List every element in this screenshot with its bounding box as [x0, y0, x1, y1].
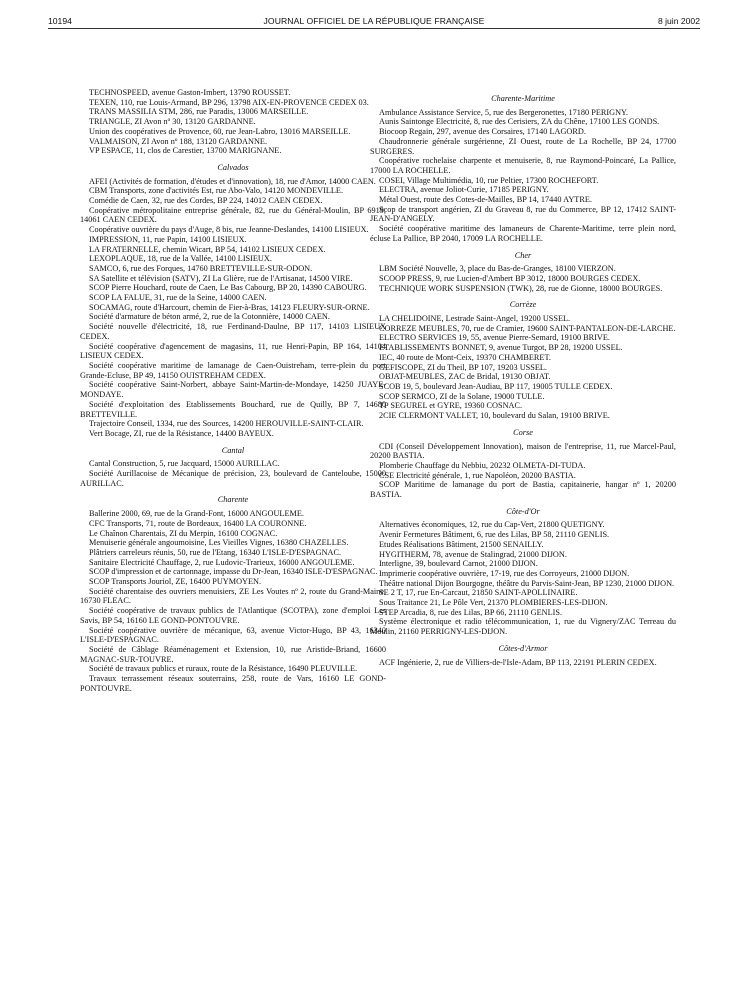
page-header — [48, 14, 700, 29]
list-item: Théâtre national Dijon Bourgogne, théâtre du Parvis-Saint-Jean, BP 1230, 21000 DIJON. — [379, 578, 675, 588]
issue-date: 8 juin 2002 — [657, 16, 700, 26]
list-item: Société nouvelle d'électricité, 18, rue Ferdinand-Daulne, BP 117, 14103 LISIEUX CEDEX. — [80, 322, 386, 341]
section-correze — [370, 314, 676, 421]
list-item: ETABLISSEMENTS BONNET, 9, avenue Turgot, BP 28, 19200 USSEL. — [379, 343, 623, 353]
list-item: SAMCO, 6, rue des Forques, 14760 BRETTEVILLE-SUR-ODON. — [89, 263, 313, 273]
left-column — [80, 88, 386, 693]
list-item: Plâtriers carreleurs réunis, 50, rue de l'Etang, 16340 L'ISLE-D'ESPAGNAC. — [89, 547, 342, 557]
list-item: Travaux terrassement réseaux souterrains, 258, route de Vars, 16160 LE GOND-PONTOUVRE. — [80, 674, 386, 693]
section-title-charente-maritime: Charente-Maritime — [491, 94, 555, 103]
list-item: Biocoop Regain, 297, avenue des Corsaires, 17140 LAGORD. — [379, 127, 586, 137]
section-bouches-du-rhone-tail — [80, 88, 386, 156]
list-item: SA Satellite et télévision (SATV), ZI La Glière, rue de l'Artisanat, 14500 VIRE. — [89, 273, 353, 283]
list-item: VALMAISON, ZI Avon nº 188, 13120 GARDANNE. — [89, 136, 268, 146]
list-item: Avenir Fermetures Bâtiment, 6, rue des Lilas, BP 58, 21110 GENLIS. — [379, 530, 610, 540]
list-item: GEFISCOPE, ZI du Theil, BP 107, 19203 USSEL. — [379, 362, 547, 372]
list-item: SCOP LA FALUE, 31, rue de la Seine, 14000 CAEN. — [89, 293, 267, 303]
list-item: Société coopérative ouvrière de mécanique, 63, avenue Victor-Hugo, BP 43, 16340 L'ISLE-D'ESPAGNAC. — [80, 625, 386, 645]
section-cotes-darmor — [370, 658, 676, 668]
list-item: Ambulance Assistance Service, 5, rue des Bergeronettes, 17180 PERIGNY. — [379, 107, 628, 117]
list-item: LA FRATERNELLE, chemin Wicart, BP 54, 14102 LISIEUX CEDEX. — [89, 244, 326, 254]
list-item: IEC, 40 route de Mont-Ceix, 19370 CHAMBERET. — [379, 352, 551, 362]
right-column — [370, 94, 676, 667]
list-item: Société de Câblage Réaménagement et Extension, 10, rue Aristide-Briand, 16600 MAGNAC-SUR-TOUVRE. — [80, 644, 386, 664]
section-calvados — [80, 177, 386, 439]
page-number: 10194 — [48, 16, 72, 26]
list-item: COSEI, Village Multimédia, 10, rue Peltier, 17300 ROCHEFORT. — [379, 175, 599, 185]
section-title-cantal: Cantal — [221, 445, 245, 455]
list-item: Société coopérative maritime de lamanage de Caen-Ouistreham, terre-plein du port Grande-Ecluse, BP 49, 14150 OUISTREHAM CEDEX. — [80, 360, 386, 380]
list-item: Société coopérative Saint-Norbert, abbaye Saint-Martin-de-Mondaye, 14250 JUAYE-MONDAYE. — [80, 380, 386, 400]
section-corse — [370, 442, 676, 500]
list-item: Coopérative rochelaise charpente et menuiserie, 8, rue Raymond-Poincaré, La Pallice, 17000 LA ROCHELLE. — [370, 156, 676, 175]
list-item: Vert Bocage, ZI, rue de la Résistance, 14400 BAYEUX. — [89, 428, 274, 438]
list-item: Société charentaise des ouvriers menuisiers, ZE Les Voutes nº 2, route du Grand-Maine, 16730 FLEAC. — [80, 586, 386, 606]
list-item: SCOP Maritime de lamanage du port de Bastia, capitainerie, hangar nº 1, 20200 BASTIA. — [370, 480, 676, 500]
list-item: IMPRESSION, 11, rue Papin, 14100 LISIEUX. — [89, 234, 247, 244]
list-item: Le Chaînon Charentais, ZI du Merpin, 16100 COGNAC. — [89, 528, 278, 538]
list-item: TRANS MASSILIA STM, 286, rue Paradis, 13006 MARSEILLE. — [89, 107, 309, 117]
list-item: 2CIE CLERMONT VALLET, 10, boulevard du Salan, 19100 BRIVE. — [379, 411, 610, 421]
list-item: VP ESPACE, 11, clos de Carestier, 13700 MARIGNANE. — [89, 146, 282, 156]
list-item: STEP Arcadia, 8, rue des Lilas, BP 66, 21110 GENLIS. — [379, 607, 563, 617]
section-title-cote-dor: Côte-d'Or — [506, 506, 540, 516]
list-item: ELECTRA, avenue Joliot-Curie, 17185 PERIGNY. — [379, 185, 549, 195]
list-item: Société coopérative de travaux publics de l'Atlantique (SCOTPA), zone d'emploi Les Savis, BP 54, 16160 LE GOND-PONTOUVRE. — [80, 606, 386, 625]
section-charente-maritime — [370, 108, 676, 244]
list-item: Société coopérative maritime des lamaneurs de Charente-Maritime, terre plein nord, écluse La Pallice, BP 2040, 17009 LA ROCHELLE. — [370, 224, 676, 243]
list-item: AFEI (Activités de formation, d'études et d'innovation), 18, rue d'Amor, 14000 CAEN. — [89, 176, 376, 186]
section-charente — [80, 509, 386, 693]
list-item: SOCAMAG, route d'Harcourt, chemin de Fier-à-Bras, 14123 FLEURY-SUR-ORNE. — [89, 302, 370, 312]
list-item: SCOB 19, 5, boulevard Jean-Audiau, BP 117, 19005 TULLE CEDEX. — [379, 381, 613, 391]
list-item: CDI (Conseil Développement Innovation), maison de l'entreprise, 11, rue Marcel-Paul, 20200 BASTIA. — [370, 441, 676, 461]
list-item: OBJAT-MEUBLES, ZAC de Bridal, 19130 OBJAT. — [379, 372, 551, 382]
list-item: Société Aurillacoise de Mécanique de précision, 23, boulevard de Canteloube, 15000 AURILLAC. — [80, 469, 386, 488]
section-cote-dor — [370, 520, 676, 636]
list-item: Plomberie Chauffage du Nebbiu, 20232 OLMETA-DI-TUDA. — [379, 460, 586, 470]
list-item: SCOP d'impression et de cartonnage, impasse du Dr-Jean, 16340 ISLE-D'ESPAGNAC. — [89, 567, 378, 577]
list-item: CFC Transports, 71, route de Bordeaux, 16400 LA COURONNE. — [89, 518, 307, 528]
list-item: Société de travaux publics et ruraux, route de la Résistance, 16490 PLEUVILLE. — [89, 664, 358, 674]
list-item: Interligne, 39, boulevard Carnot, 21000 DIJON. — [379, 559, 538, 569]
journal-title: JOURNAL OFFICIEL DE LA RÉPUBLIQUE FRANÇAISE — [263, 16, 485, 26]
list-item: Menuiserie générale angoumoisine, Les Vieilles Vignes, 16380 CHAZELLES. — [89, 538, 349, 548]
list-item: Coopérative métropolitaine entreprise générale, 82, rue du Général-Moulin, BP 6919, 14061 CAEN CEDEX. — [80, 205, 386, 225]
list-item: Comédie de Caen, 32, rue des Cordes, BP 224, 14012 CAEN CEDEX. — [89, 196, 323, 206]
list-item: Alternatives économiques, 12, rue du Cap-Vert, 21800 QUETIGNY. — [379, 520, 605, 530]
list-item: SCOOP PRESS, 9, rue Lucien-d'Ambert BP 3012, 18000 BOURGES CEDEX. — [379, 273, 641, 283]
list-item: Cantal Construction, 5, rue Jacquard, 15000 AURILLAC. — [89, 459, 280, 469]
list-item: Société d'exploitation des Etablissements Bouchard, rue de Quilly, BP 7, 14680 BRETTEVILLE. — [80, 399, 386, 419]
list-item: Sanitaire Electricité Chauffage, 2, rue Ludovic-Trarieux, 16000 ANGOULEME. — [89, 557, 355, 567]
list-item: Trajectoire Conseil, 1334, rue des Sources, 14200 HEROUVILLE-SAINT-CLAIR. — [89, 419, 364, 429]
list-item: Coopérative ouvrière du pays d'Auge, 8 bis, rue Jeanne-Deslandes, 14100 LISIEUX. — [89, 225, 369, 235]
section-title-correze: Corrèze — [509, 300, 537, 310]
list-item: LA CHELIDOINE, Lestrade Saint-Angel, 19200 USSEL. — [379, 314, 571, 324]
list-item: Sous Traitance 21, Le Pôle Vert, 21370 PLOMBIERES-LES-DIJON. — [379, 598, 608, 608]
list-item: TRIANGLE, ZI Avon nº 30, 13120 GARDANNE. — [89, 117, 256, 127]
list-item: TECHNIQUE WORK SUSPENSION (TWK), 28, rue de Gionne, 18000 BOURGES. — [379, 283, 663, 293]
list-item: Chaudronnerie générale surgérienne, ZI Ouest, route de La Rochelle, BP 24, 17700 SURGERES. — [370, 136, 676, 156]
list-item: SCOP Pierre Houchard, route de Caen, Le Bas Cabourg, BP 20, 14390 CABOURG. — [89, 283, 367, 293]
section-cher — [370, 264, 676, 293]
list-item: Scop de transport angérien, ZI du Graveau 8, rue du Commerce, BP 12, 17412 SAINT-JEAN-D'ANGELY. — [370, 204, 676, 224]
list-item: LBM Société Nouvelle, 3, place du Bas-de-Granges, 18100 VIERZON. — [379, 264, 616, 274]
list-item: ACF Ingénierie, 2, rue de Villiers-de-l'Isle-Adam, BP 113, 22191 PLERIN CEDEX. — [379, 657, 657, 667]
list-item: TECHNOSPEED, avenue Gaston-Imbert, 13790 ROUSSET. — [89, 88, 291, 97]
section-title-calvados: Calvados — [217, 162, 249, 172]
list-item: TEXEN, 110, rue Louis-Armand, BP 296, 13798 AIX-EN-PROVENCE CEDEX 03. — [89, 97, 369, 107]
list-item: TP SEGUREL et GYRE, 19360 COSNAC. — [379, 401, 523, 411]
list-item: Système électronique et radio télécommunication, 1, rue du Vignery/ZAC Terreau du Moulin, 21160 PERRIGNY-LES-DIJON. — [370, 617, 676, 637]
list-item: Imprimerie coopérative ouvrière, 17-19, rue des Corroyeurs, 21000 DIJON. — [379, 568, 630, 578]
list-item: Union des coopératives de Provence, 60, rue Jean-Labro, 13016 MARSEILLE. — [89, 126, 351, 136]
section-title-cher: Cher — [514, 250, 532, 260]
list-item: SCOP SERMCO, ZI de la Solane, 19000 TULLE. — [379, 391, 545, 401]
list-item: Société coopérative d'agencement de magasins, 11, rue Henri-Papin, BP 164, 14104 LISIEUX CEDEX. — [80, 341, 386, 361]
section-title-cotes-darmor: Côtes-d'Armor — [498, 643, 548, 653]
list-item: Métal Ouest, route des Cotes-de-Mailles, BP 14, 17440 AYTRE. — [379, 195, 592, 205]
list-item: HYGITHERM, 78, avenue de Stalingrad, 21000 DIJON. — [379, 549, 567, 559]
list-item: Société d'armature de béton armé, 2, rue de la Cotonnière, 14000 CAEN. — [89, 312, 330, 322]
list-item: CSE Electricité générale, 1, rue Napoléon, 20200 BASTIA. — [379, 470, 576, 480]
list-item: Ballerine 2000, 69, rue de la Grand-Font, 16000 ANGOULEME. — [89, 509, 304, 519]
list-item: Etudes Réalisations Bâtiment, 21500 SENAILLY. — [379, 539, 544, 549]
list-item: CORREZE MEUBLES, 70, rue de Cramier, 19600 SAINT-PANTALEON-DE-LARCHE. — [379, 323, 676, 333]
section-title-charente: Charente — [217, 495, 249, 505]
list-item: CBM Transports, zone d'activités Est, rue Abo-Valo, 14120 MONDEVILLE. — [89, 186, 344, 196]
list-item: SCOP Transports Jouriol, ZE, 16400 PUYMOYEN. — [89, 577, 262, 587]
list-item: LEXOPLAQUE, 18, rue de la Vallée, 14100 LISIEUX. — [89, 254, 272, 264]
list-item: Aunis Saintonge Electricité, 8, rue des Cerisiers, ZA du Chêne, 17100 LES GONDS. — [379, 117, 660, 127]
list-item: ELECTRO SERVICES 19, 55, avenue Pierre-Semard, 19100 BRIVE. — [379, 333, 610, 343]
section-cantal — [80, 459, 386, 488]
list-item: SE 2 T, 17, rue En-Carcaut, 21850 SAINT-APOLLINAIRE. — [379, 588, 578, 598]
section-title-corse: Corse — [513, 427, 533, 437]
